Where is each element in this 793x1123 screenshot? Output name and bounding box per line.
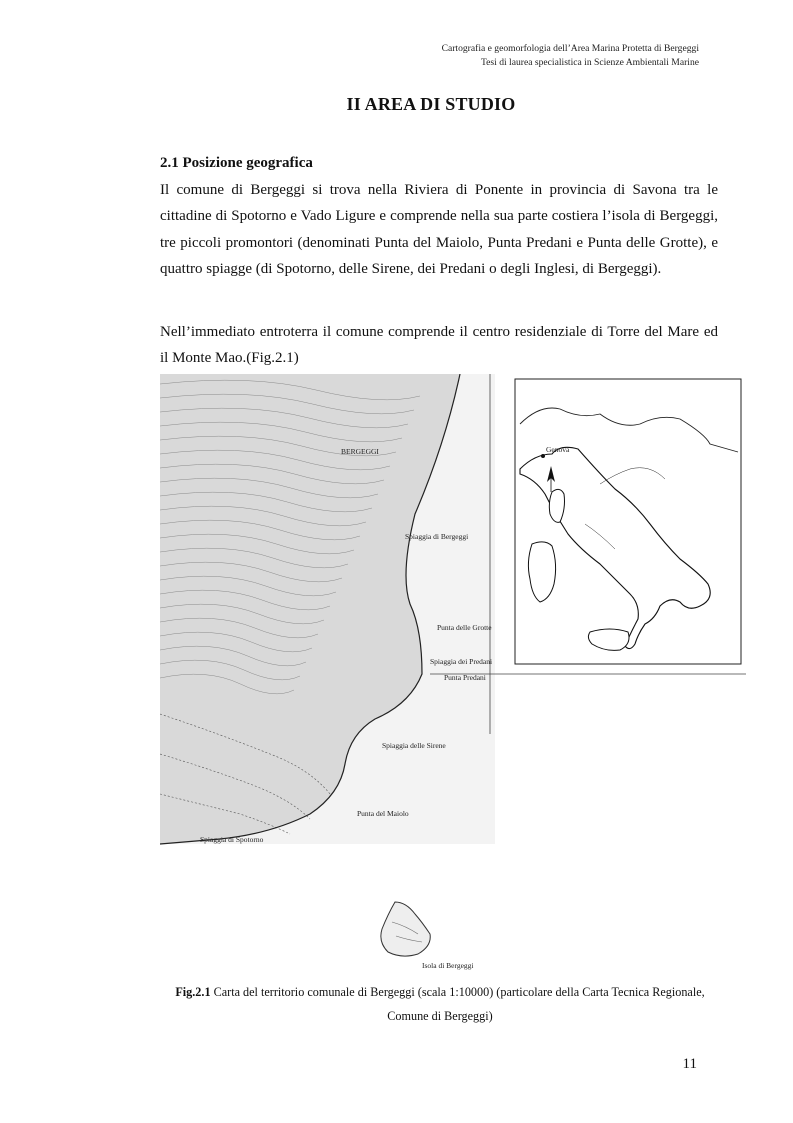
map-label-spiaggia-predani: Spiaggia dei Predani <box>430 657 493 666</box>
italy-inset-map <box>515 379 741 664</box>
isola-bergeggi-shape <box>381 902 430 956</box>
map-label-punta-predani: Punta Predani <box>444 673 486 682</box>
chapter-title: II AREA DI STUDIO <box>346 94 516 114</box>
inset-label-genova: Genova <box>546 445 570 454</box>
map-label-punta-grotte: Punta delle Grotte <box>437 623 492 632</box>
map-label-town: BERGEGGI <box>341 447 379 456</box>
map-svg <box>160 374 746 972</box>
header-line-1: Cartografia e geomorfologia dell’Area Marina Protetta di Bergeggi <box>441 43 699 54</box>
header-line-2: Tesi di laurea specialistica in Scienze Ambientali Marine <box>480 57 699 68</box>
page-number: 11 <box>682 1056 697 1072</box>
section-title: 2.1 Posizione geografica <box>160 155 313 171</box>
paragraph-1: Il comune di Bergeggi si trova nella Riviera di Ponente in provincia di Savona tra le cittadine di Spotorno e Vado Ligure e comprende nella sua parte costiera l’isola di Bergeggi, tre piccoli promontori (denominati Punta del Maiolo, Punta Predani e Punta delle Grotte), e quattro spiagge (di Spotorno, delle Sirene, dei Predani o degli Inglesi, di Bergeggi). <box>160 182 718 277</box>
caption-text: Carta del territorio comunale di Bergeggi (scala 1:10000) (particolare della Carta Tecnica Regionale, Comune di Bergeggi) <box>210 985 705 1023</box>
figure-caption <box>160 980 720 1028</box>
paragraph-2: Nell’immediato entroterra il comune comprende il centro residenziale di Torre del Mare ed il Monte Mao.(Fig.2.1) <box>160 324 718 367</box>
map-label-punta-maiolo: Punta del Maiolo <box>357 809 409 818</box>
map-label-spiaggia-spotorno: Spiaggia di Spotorno <box>200 835 264 844</box>
map-label-spiaggia-bergeggi: Spiaggia di Bergeggi <box>405 532 469 541</box>
caption-label: Fig.2.1 <box>175 985 211 999</box>
map-label-spiaggia-sirene: Spiaggia delle Sirene <box>382 741 446 750</box>
running-header <box>442 42 699 70</box>
figure-map <box>160 374 746 972</box>
map-label-isola: Isola di Bergeggi <box>422 961 474 970</box>
